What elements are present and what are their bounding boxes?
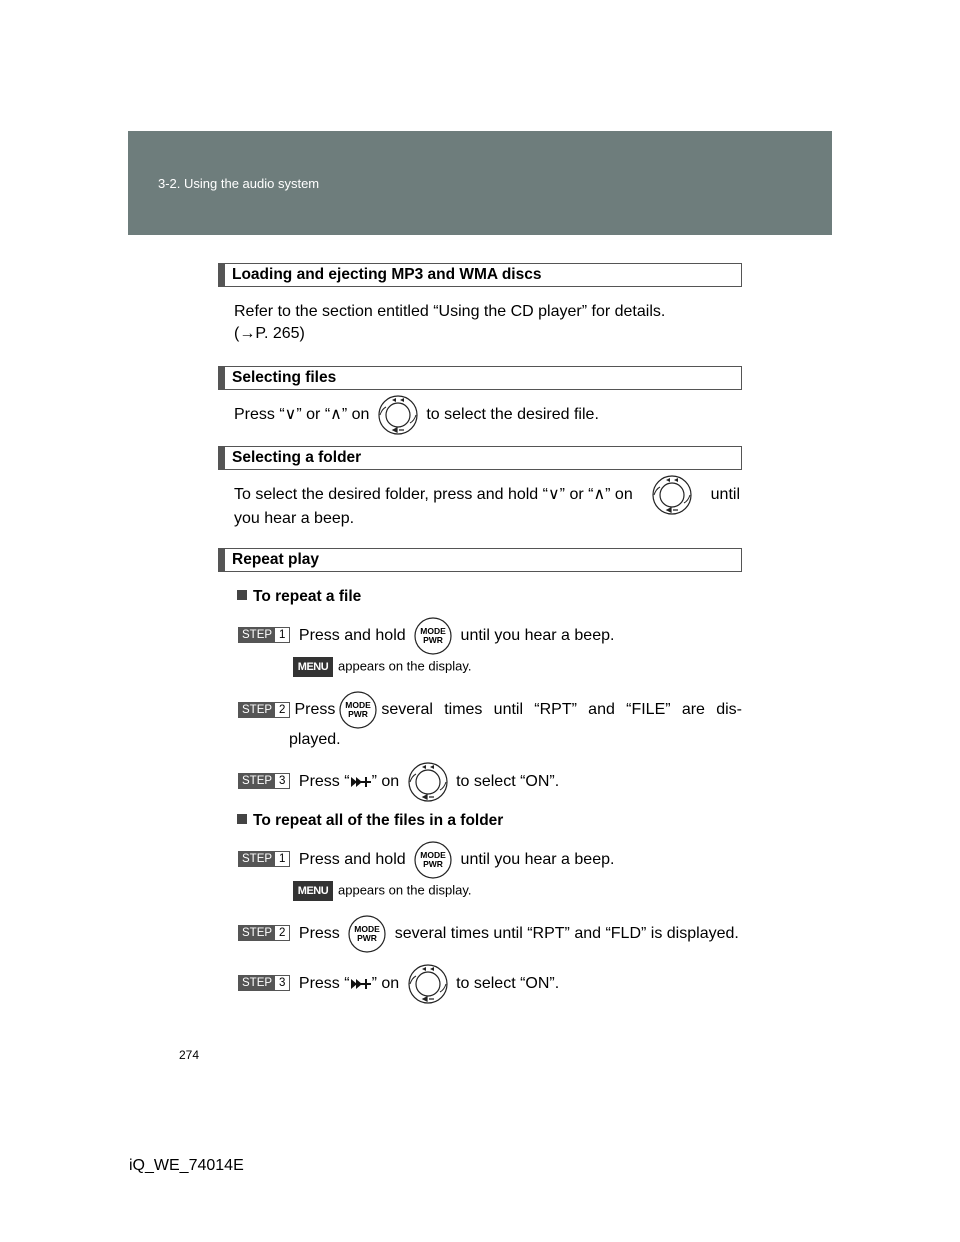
mode-pwr-button-icon <box>339 691 377 729</box>
section-bar <box>219 447 225 469</box>
bullet-square-icon <box>237 814 247 824</box>
step-text-post: until you hear a beep. <box>460 627 615 644</box>
section-title: Repeat play <box>232 551 320 568</box>
step-text-line-2: played. <box>289 731 341 748</box>
step-text-pre: Press “ <box>298 975 350 993</box>
step-text-pre: Press <box>294 701 336 718</box>
note-text: appears on the display. <box>338 882 472 898</box>
step-text-post: to select “ON”. <box>456 773 560 791</box>
pwr-label: PWR <box>357 932 378 943</box>
step-text-pre: Press <box>298 925 340 942</box>
mode-pwr-button-icon <box>348 915 386 953</box>
step-number: 2 <box>275 926 289 940</box>
repeat-folder-note <box>293 881 471 901</box>
step-word: STEP <box>239 774 275 788</box>
repeat-file-note <box>293 657 471 677</box>
tune-knob-icon <box>408 964 448 1004</box>
repeat-file-step-3 <box>238 771 559 793</box>
files-text-pre: Press “∨” or “∧” on <box>234 406 370 424</box>
section-bar <box>219 367 225 389</box>
menu-display-icon: MENU <box>293 657 333 677</box>
step-number: 3 <box>275 976 289 990</box>
folder-text <box>234 484 740 530</box>
note-text: appears on the display. <box>338 658 472 674</box>
section-header-files <box>218 366 742 390</box>
repeat-folder-step-1 <box>238 849 614 871</box>
bullet-text: To repeat a file <box>253 588 362 605</box>
folder-text-pre: To select the desired folder, press and hold “∨” or “∧” on <box>234 486 633 503</box>
step-word: STEP <box>239 976 275 990</box>
step-badge <box>238 925 290 941</box>
repeat-folder-step-3 <box>238 973 559 995</box>
step-number: 1 <box>275 852 289 866</box>
bullet-square-icon <box>237 590 247 600</box>
section-header-loading <box>218 263 742 287</box>
section-title: Selecting a folder <box>232 449 362 466</box>
pwr-label: PWR <box>423 858 444 869</box>
step-text-post: several times until “RPT” and “FLD” is displayed. <box>394 925 739 942</box>
breadcrumb: 3-2. Using the audio system <box>158 176 320 191</box>
mode-pwr-button-icon <box>414 617 452 655</box>
step-text-post: until you hear a beep. <box>460 851 615 868</box>
section-header-repeat <box>218 548 742 572</box>
repeat-file-step-1 <box>238 625 614 647</box>
tune-knob-icon <box>408 762 448 802</box>
step-badge <box>238 702 290 718</box>
files-text <box>234 404 599 426</box>
step-text-mid: ” on <box>371 975 400 993</box>
step-number: 2 <box>275 703 289 717</box>
repeat-file-step-2 <box>238 699 742 751</box>
step-text-pre: Press and hold <box>298 851 406 868</box>
forward-seek-icon <box>350 775 372 789</box>
bullet-repeat-folder <box>237 812 503 830</box>
tune-knob-icon <box>378 395 418 435</box>
section-bar <box>219 549 225 571</box>
bullet-repeat-file <box>237 588 361 606</box>
repeat-folder-step-2 <box>238 923 739 945</box>
step-number: 1 <box>275 628 289 642</box>
mode-label: MODE <box>420 625 446 636</box>
step-word: STEP <box>239 703 275 717</box>
pwr-label: PWR <box>423 634 444 645</box>
section-bar <box>219 264 225 286</box>
menu-display-icon: MENU <box>293 881 333 901</box>
loading-text <box>234 301 665 345</box>
tune-knob-icon <box>652 475 692 515</box>
pwr-label: PWR <box>348 709 369 719</box>
step-badge <box>238 975 290 991</box>
step-word: STEP <box>239 926 275 940</box>
step-text-mid: ” on <box>371 773 400 791</box>
step-text-pre: Press “ <box>298 773 350 791</box>
step-2-line-1 <box>238 699 742 721</box>
step-number: 3 <box>275 774 289 788</box>
folder-line-2: you hear a beep. <box>234 510 355 527</box>
mode-label: MODE <box>345 700 372 710</box>
section-title: Loading and ejecting MP3 and WMA discs <box>232 266 542 283</box>
step-text-post: to select “ON”. <box>456 975 560 993</box>
step-word: STEP <box>239 852 275 866</box>
files-text-post: to select the desired file. <box>426 406 599 424</box>
section-header-folder <box>218 446 742 470</box>
step-word: STEP <box>239 628 275 642</box>
step-badge <box>238 627 290 643</box>
folder-text-post: until <box>710 486 740 503</box>
section-title: Selecting files <box>232 369 337 386</box>
loading-line-1: Refer to the section entitled “Using the CD player” for details. <box>234 303 666 320</box>
step-text-post: several times until “RPT” and “FILE” are dis- <box>381 701 742 718</box>
page-number: 274 <box>179 1048 200 1062</box>
step-text-pre: Press and hold <box>298 627 406 644</box>
step-badge <box>238 851 290 867</box>
mode-label: MODE <box>420 849 446 860</box>
mode-pwr-button-icon <box>414 841 452 879</box>
document-code: iQ_WE_74014E <box>129 1157 244 1174</box>
step-badge <box>238 773 290 789</box>
folder-line-1 <box>234 484 740 506</box>
loading-line-2: (→P. 265) <box>234 325 305 342</box>
forward-seek-icon <box>350 977 372 991</box>
mode-label: MODE <box>354 923 381 934</box>
bullet-text: To repeat all of the files in a folder <box>253 812 504 829</box>
